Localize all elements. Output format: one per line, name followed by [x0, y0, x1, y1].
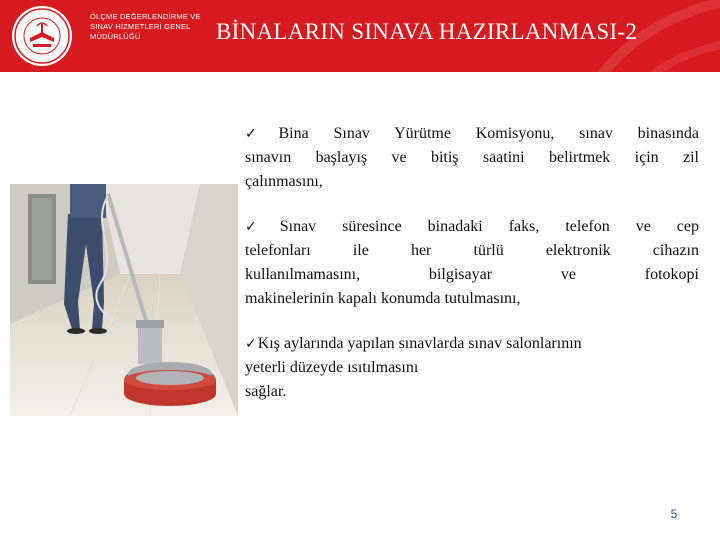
bullet-line: çalınmasını,: [245, 173, 323, 190]
bullet-line: Bina Sınav Yürütme Komisyonu, sınav binasında: [278, 125, 699, 142]
organization-name: [90, 12, 220, 42]
bullet-line: telefonları ile her türlü elektronik cihazın: [245, 242, 699, 259]
slide-title: BİNALARIN SINAVA HAZIRLANMASI-2: [216, 19, 638, 44]
checkmark-icon: ✓: [245, 126, 278, 142]
org-line: MÜDÜRLÜĞÜ: [90, 32, 141, 41]
ministry-logo-icon: [10, 4, 74, 68]
org-line: SINAV HİZMETLERİ GENEL: [90, 22, 191, 31]
bullet-line: sınavın başlayış ve bitiş saatini belirtmek için zil: [245, 149, 699, 166]
checkmark-icon: ✓: [245, 219, 279, 235]
bullet-item: [245, 215, 699, 311]
header-band: [0, 0, 720, 72]
bullet-line: kullanılmamasını, bilgisayar ve fotokopi: [245, 266, 699, 283]
bullet-list: [245, 122, 699, 425]
checkmark-icon: ✓: [245, 336, 257, 352]
bullet-item: [245, 122, 699, 194]
org-line: ÖLÇME DEĞERLENDİRME VE: [90, 12, 201, 21]
bullet-item: [245, 332, 699, 404]
page-number: 5: [670, 507, 678, 521]
bullet-line: Sınav süresince binadaki faks, telefon ve cep: [279, 218, 700, 235]
floor-polisher-photo: [10, 184, 238, 416]
bullet-line: Kış aylarında yapılan sınavlarda sınav salonlarının: [257, 335, 582, 352]
bullet-line: sağlar.: [245, 383, 287, 400]
bullet-line: yeterli düzeyde ısıtılmasını: [245, 359, 419, 376]
bullet-line: makinelerinin kapalı konumda tutulmasını,: [245, 290, 521, 307]
